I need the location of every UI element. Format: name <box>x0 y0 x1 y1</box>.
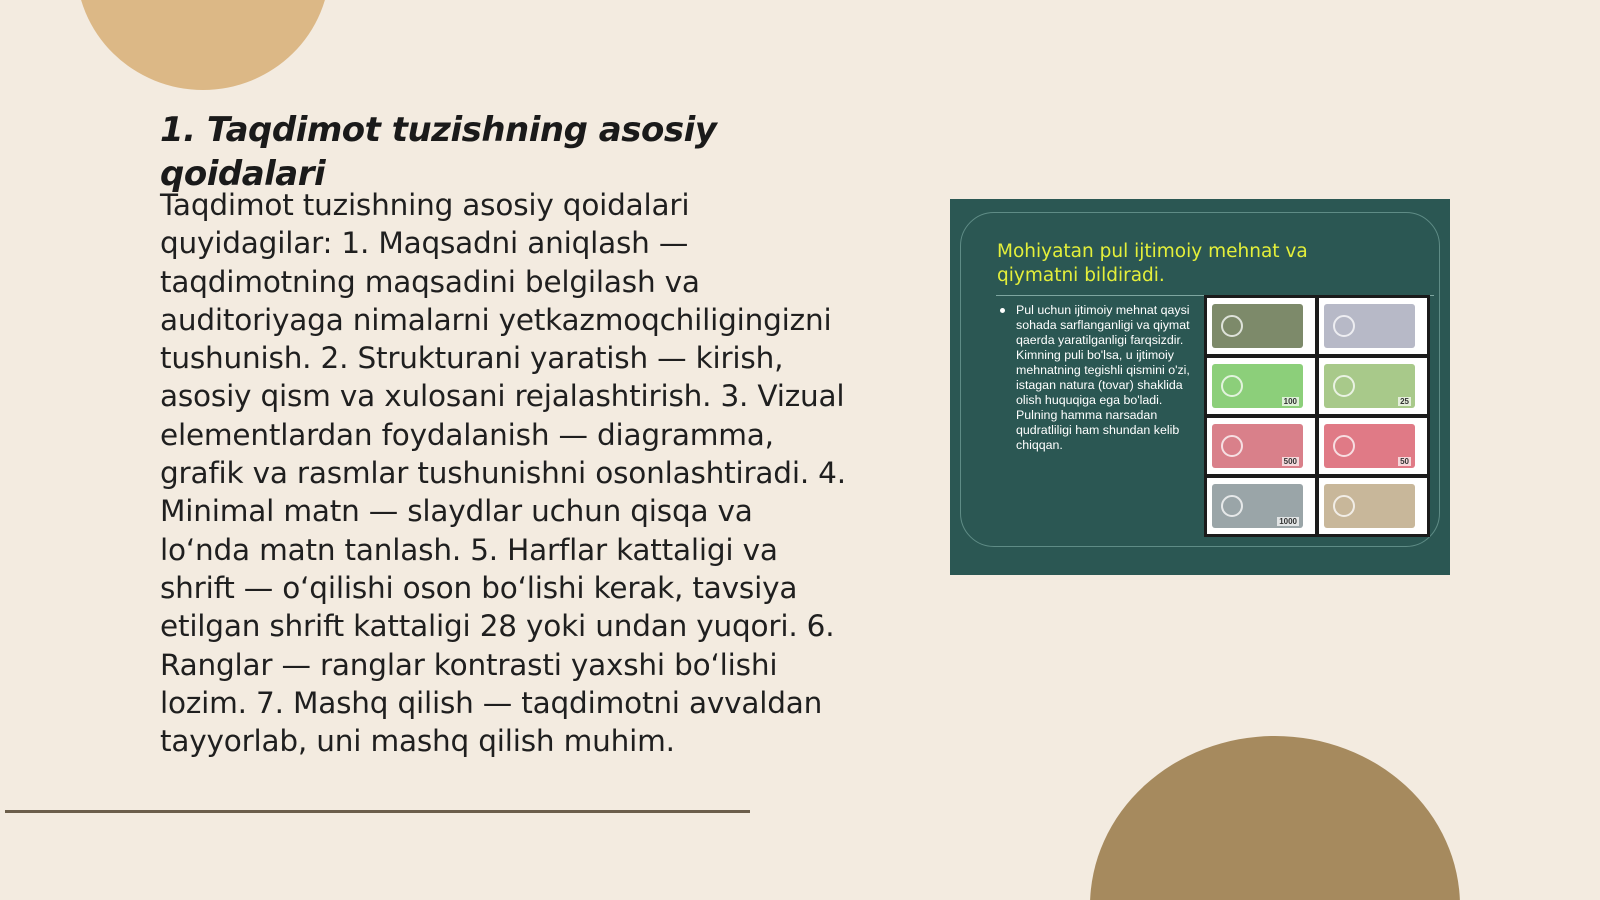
embedded-slide-image <box>950 199 1450 575</box>
banknote-emblem-icon <box>1221 495 1243 517</box>
banknote-emblem-icon <box>1333 375 1355 397</box>
banknote-emblem-icon <box>1221 315 1243 337</box>
decorative-circle-bottom <box>1090 736 1460 900</box>
banknote-emblem-icon <box>1333 435 1355 457</box>
banknote-numeral: 1000 <box>1279 517 1297 526</box>
decorative-circle-top <box>76 0 330 90</box>
embedded-title: Mohiyatan pul ijtimoiy mehnat va qiymatni bildiradi. <box>997 241 1308 286</box>
banknote-emblem-icon <box>1333 495 1355 517</box>
banknote-numeral: 25 <box>1400 397 1409 406</box>
banknote-emblem-icon <box>1221 375 1243 397</box>
banknote-numeral: 50 <box>1400 457 1409 466</box>
banknote-image <box>1319 478 1427 534</box>
banknote-image <box>1319 418 1427 474</box>
banknote-image <box>1319 298 1427 354</box>
banknote-emblem-icon <box>1333 315 1355 337</box>
banknote-image <box>1207 478 1315 534</box>
banknote-image <box>1207 358 1315 414</box>
slide-body-text: Taqdimot tuzishning asosiy qoidalari quyidagilar: 1. Maqsadni aniqlash — taqdimotning maqsadini belgilash va auditoriyaga nimalarni yetkazmoqchiligingizni tushunish. 2. Strukturani yaratish — kirish, asosiy qism va xulosani rejalashtirish. 3. Vizual elementlardan foydalanish — diagramma, grafik va rasmlar tushunishni osonlashtiradi. 4. Minimal matn — slaydlar uchun qisqa va lo‘nda matn tanlash. 5. Harflar kattaligi va shrift — o‘qilishi oson bo‘lishi kerak, tavsiya etilgan shrift kattaligi 28 yoki undan yuqori. 6. Ranglar — ranglar kontrasti yaxshi bo‘lishi lozim. 7. Mashq qilish — taqdimotni avvaldan tayyorlab, uni mashq qilish muhim. <box>160 188 846 759</box>
bullet-dot-icon <box>1000 308 1005 313</box>
banknote-numeral: 100 <box>1283 397 1297 406</box>
slide-title: 1. Taqdimot tuzishning asosiy qoidalari <box>160 110 717 194</box>
banknote-image <box>1207 298 1315 354</box>
embedded-bullet-text: Pul uchun ijtimoiy mehnat qaysi sohada sarflanganligi va qiymat qaerda yaratilganligi farqsizdir. Kimning puli bo'lsa, u ijtimoiy mehnatning tegishli qismini o'zi, istagan natura (tovar) shaklida olish huquqiga ega bo'ladi. Pulning hamma narsadan qudratliligi ham shundan kelib chiqqan. <box>1016 303 1190 452</box>
banknotes-grid <box>1204 295 1430 537</box>
banknote-numeral: 500 <box>1283 457 1297 466</box>
banknote-emblem-icon <box>1221 435 1243 457</box>
divider-line <box>5 810 750 813</box>
banknote-image <box>1207 418 1315 474</box>
banknote-image <box>1319 358 1427 414</box>
